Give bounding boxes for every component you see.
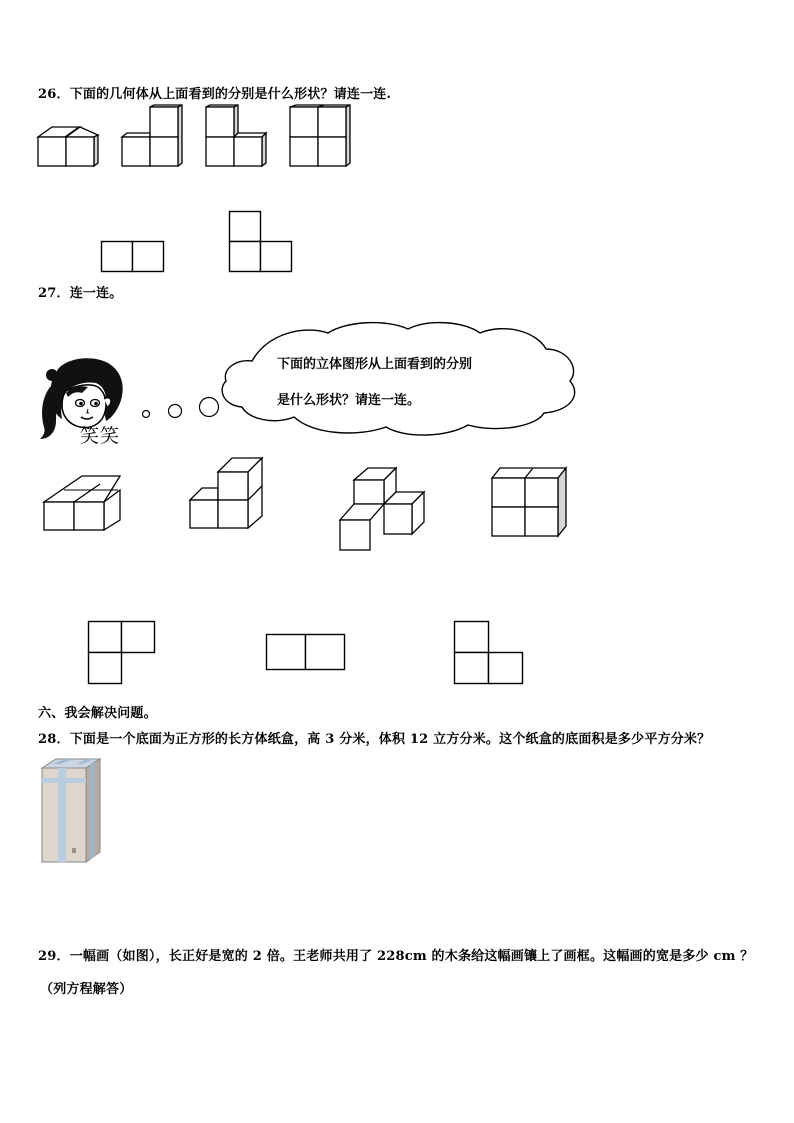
q27-solid-1 (42, 474, 124, 532)
q26-top-view-2 (228, 210, 294, 274)
q26-top-view-1 (100, 240, 166, 274)
q27-top-view-2 (265, 633, 347, 673)
q27-top-view-3 (453, 620, 525, 686)
q27-solid-3 (338, 466, 428, 552)
speech-cloud (218, 319, 582, 439)
question-29-note: （列方程解答） (40, 982, 133, 997)
q26-solid-2 (120, 104, 184, 168)
q27-solid-2 (188, 456, 266, 530)
question-29-text: 29．一幅画（如图），长正好是宽的 2 倍。王老师共用了 228cm 的木条给这幅画镶上了画框。这幅画的宽是多少 cm ？ (38, 949, 754, 964)
paper-box-illustration (38, 756, 104, 868)
q26-solid-3 (204, 104, 268, 168)
q27-top-view-1 (87, 620, 157, 686)
q26-solid-1 (36, 122, 100, 168)
cloud-text-line-2: 是什么形状？请连一连。 (277, 393, 421, 408)
cloud-text-line-1: 下面的立体图形从上面看到的分别 (277, 357, 473, 372)
q27-solid-4 (490, 466, 570, 538)
question-28-text: 28．下面是一个底面为正方形的长方体纸盒，高 3 分米，体积 12 立方分米。这个纸盒的底面积是多少平方分米？ (38, 732, 711, 747)
q26-solid-4 (288, 104, 352, 168)
thought-bubble-dots (138, 395, 224, 421)
question-27-text: 27．连一连。 (38, 286, 123, 301)
section-6-title: 六、我会解决问题。 (38, 706, 157, 721)
character-name-label: 笑笑 (80, 425, 121, 447)
question-26-text: 26．下面的几何体从上面看到的分别是什么形状？请连一连. (38, 87, 392, 102)
